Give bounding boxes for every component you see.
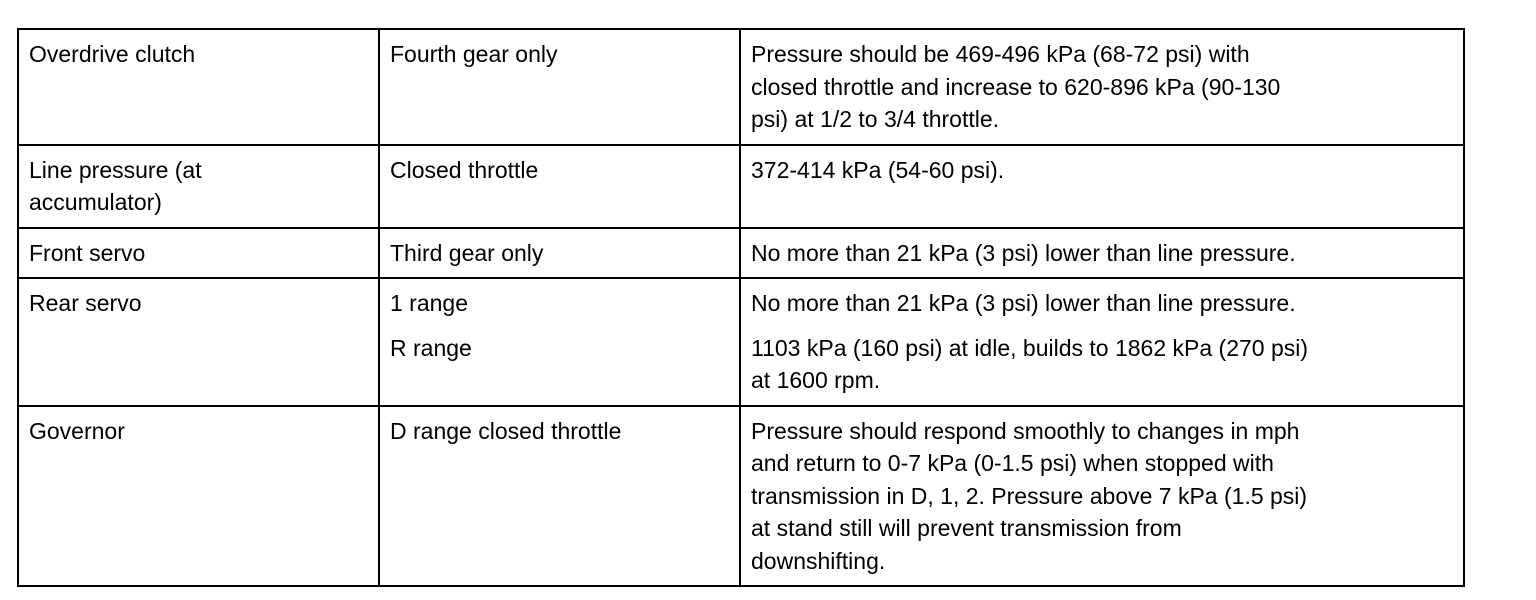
condition-cell: Closed throttle	[379, 145, 740, 228]
spec-line: at 1600 rpm.	[751, 367, 881, 393]
table-row	[18, 406, 1464, 587]
component-cell: Front servo	[18, 228, 379, 279]
spec-line: downshifting.	[751, 547, 886, 574]
condition-line: 1 range	[390, 290, 469, 316]
table-row	[18, 145, 1464, 228]
component-cell	[18, 145, 379, 228]
condition-cell: D range closed throttle	[379, 406, 740, 587]
pressure-spec-table	[17, 28, 1465, 587]
spec-line: at stand still will prevent transmission from	[751, 515, 1182, 541]
specification-cell	[740, 278, 1464, 406]
specification-cell: No more than 21 kPa (3 psi) lower than line pressure.	[740, 228, 1464, 279]
component-cell: Rear servo	[18, 278, 379, 406]
table-row	[18, 278, 1464, 406]
condition-cell: Fourth gear only	[379, 29, 740, 145]
spec-line: and return to 0-7 kPa (0-1.5 psi) when stopped with	[751, 450, 1274, 476]
component-cell: Governor	[18, 406, 379, 587]
spec-line: No more than 21 kPa (3 psi) lower than line pressure.	[751, 290, 1296, 316]
table-row	[18, 29, 1464, 145]
spec-line: transmission in D, 1, 2. Pressure above 7 kPa (1.5 psi)	[751, 482, 1308, 509]
spec-line: psi) at 1/2 to 3/4 throttle.	[751, 106, 1000, 132]
spec-line: Pressure should respond smoothly to changes in mph	[751, 417, 1300, 444]
component-cell: Overdrive clutch	[18, 29, 379, 145]
component-line: Line pressure (at	[29, 156, 202, 183]
specification-cell: 372-414 kPa (54-60 psi).	[740, 145, 1464, 228]
spec-line: closed throttle and increase to 620-896 kPa (90-130	[751, 73, 1281, 100]
component-line: accumulator)	[29, 189, 162, 215]
condition-line: R range	[390, 334, 472, 361]
table-row	[18, 228, 1464, 279]
specification-cell	[740, 406, 1464, 587]
specification-cell	[740, 29, 1464, 145]
spec-line: Pressure should be 469-496 kPa (68-72 psi) with	[751, 41, 1250, 67]
condition-cell: Third gear only	[379, 228, 740, 279]
spec-line: 1103 kPa (160 psi) at idle, builds to 1862 kPa (270 psi)	[751, 334, 1309, 361]
condition-cell	[379, 278, 740, 406]
